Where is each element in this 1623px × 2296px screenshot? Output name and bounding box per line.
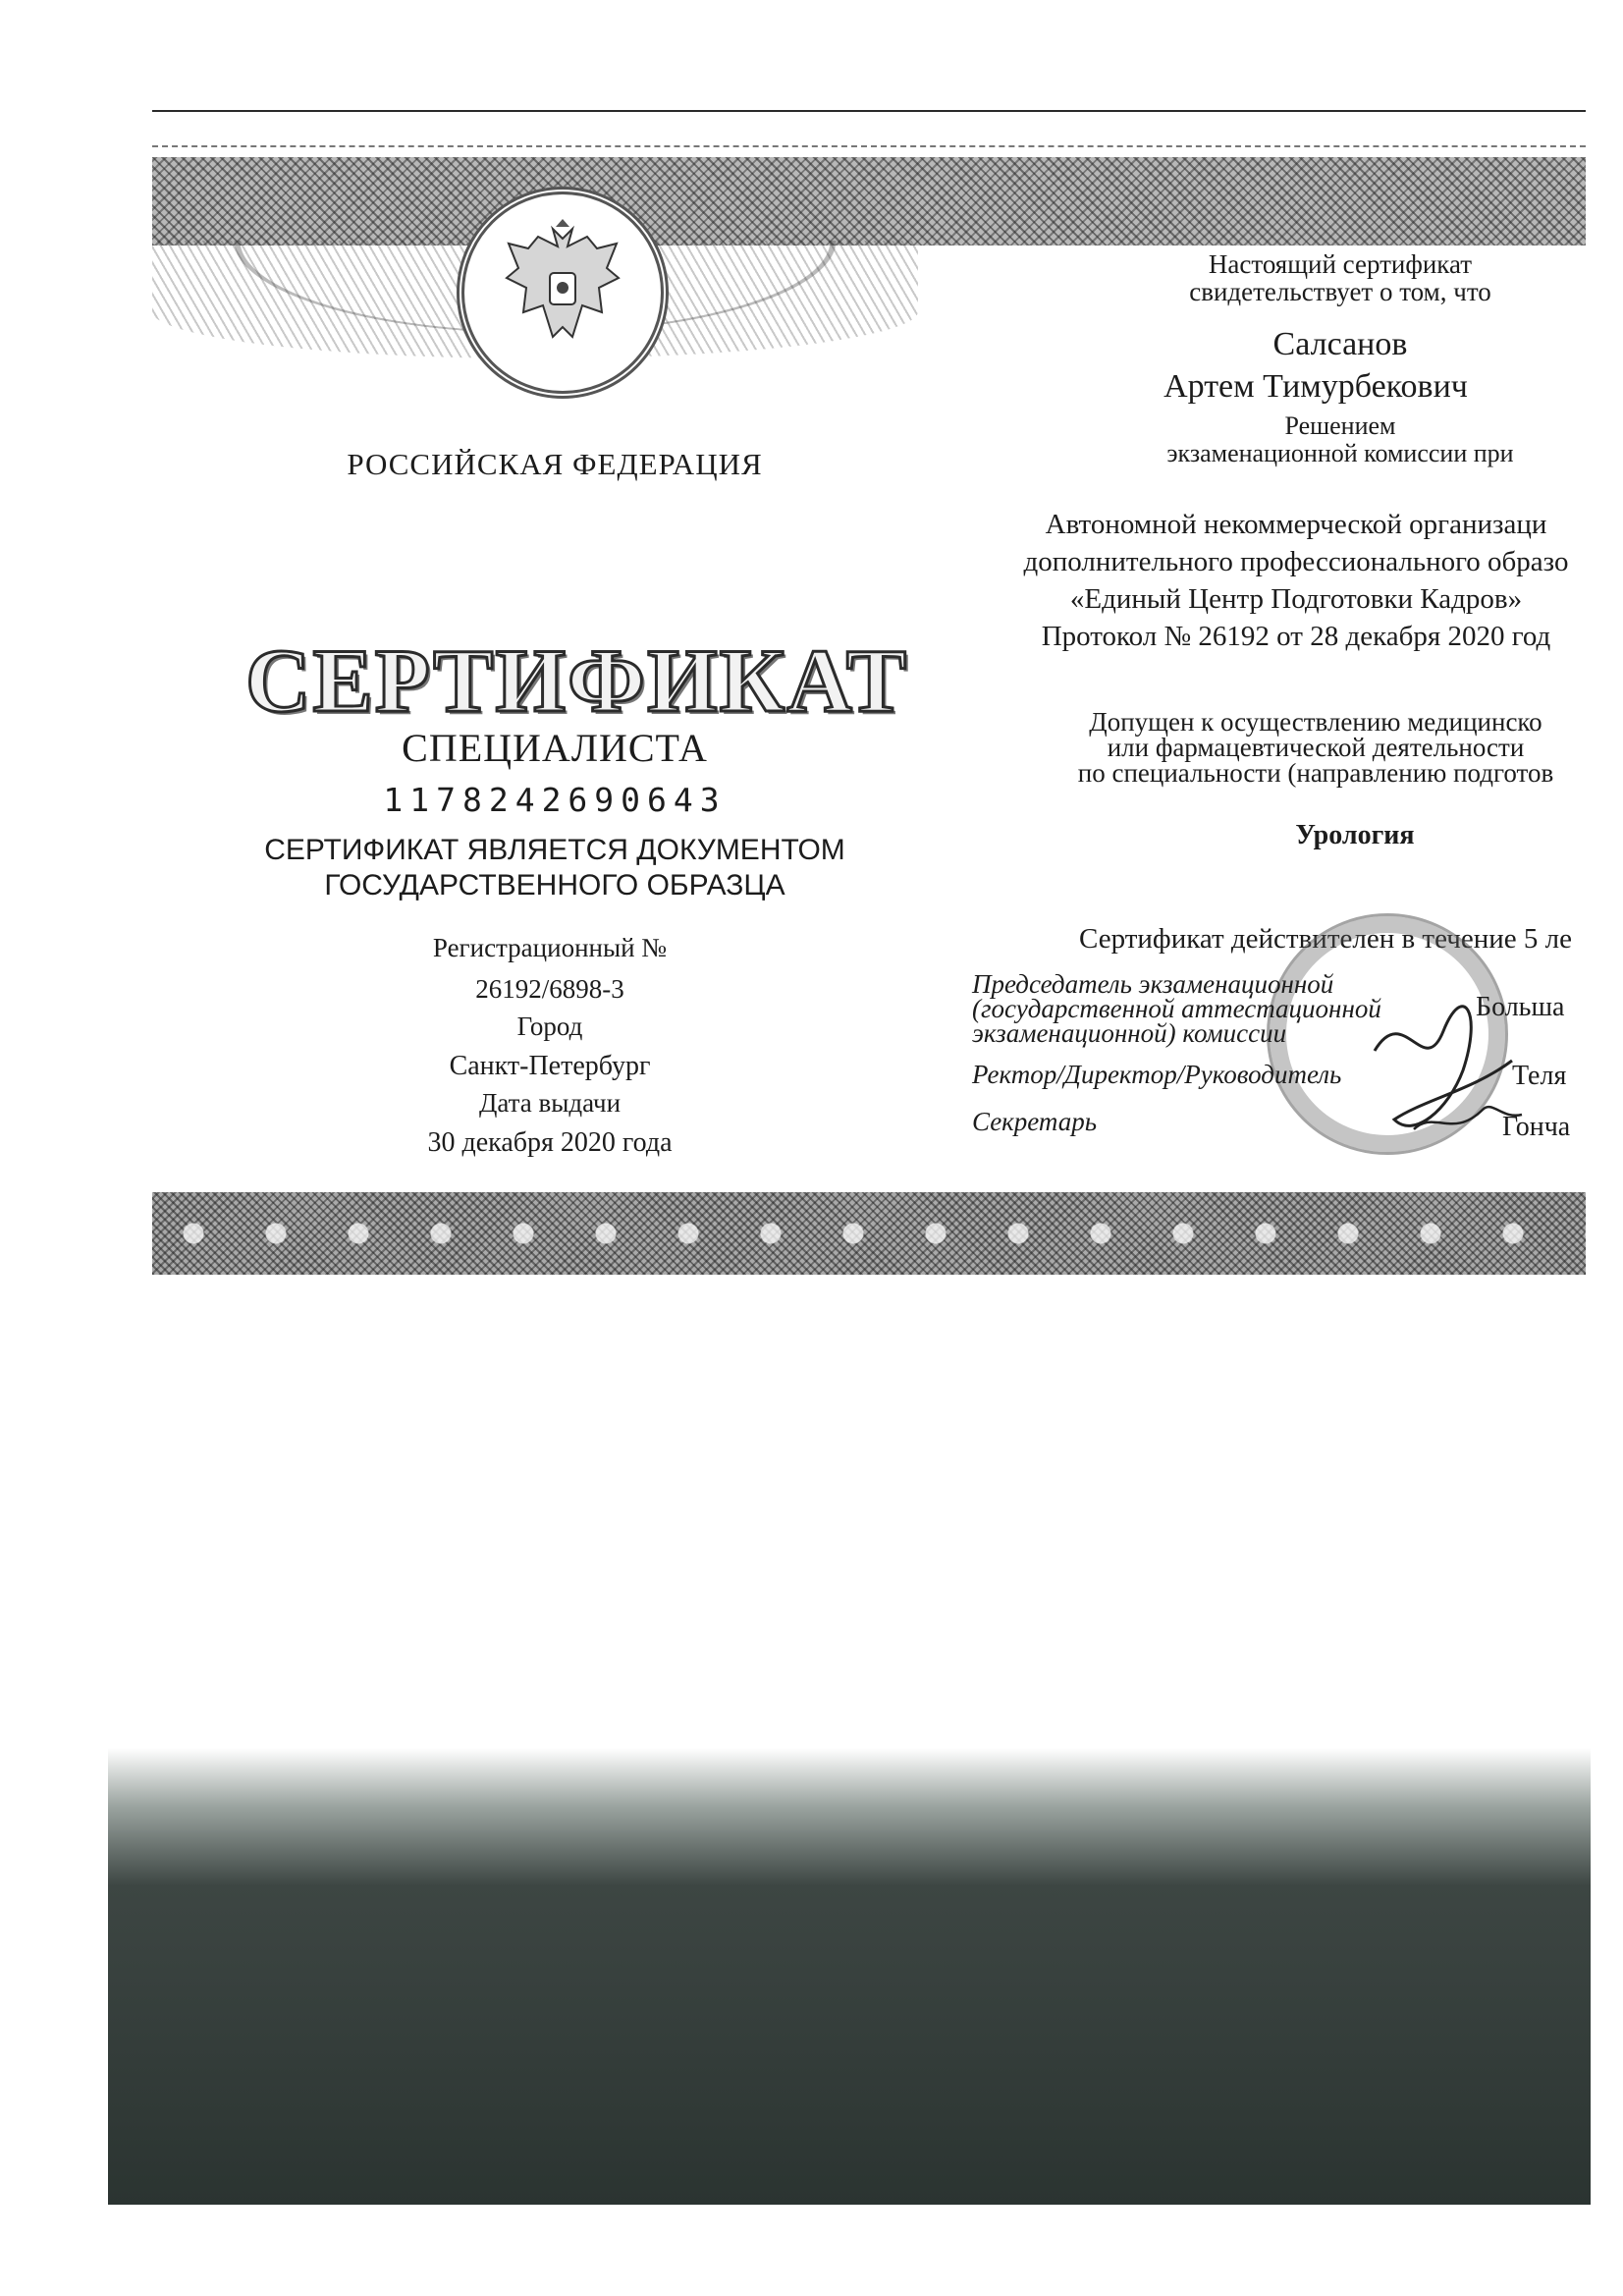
certificate-number: 1178242690643 xyxy=(383,781,727,819)
city-value: Санкт-Петербург xyxy=(449,1051,651,1081)
admission-text xyxy=(1021,709,1610,786)
decision-text xyxy=(1109,412,1571,467)
specialty-name: Урология xyxy=(1295,820,1415,850)
state-document-note xyxy=(226,833,884,903)
admission-line: по специальности (направлению подготов xyxy=(1077,758,1554,788)
state-doc-line: ГОСУДАРСТВЕННОГО ОБРАЗЦА xyxy=(324,869,785,902)
issue-date-value: 30 декабря 2020 года xyxy=(427,1127,673,1158)
certificate-title: СЕРТИФИКАТ xyxy=(245,630,909,731)
double-headed-eagle-icon xyxy=(499,219,626,366)
holder-given-names: Артем Тимурбекович xyxy=(1163,368,1468,405)
secretary-name: Гонча xyxy=(1502,1112,1571,1142)
intro-line: Настоящий сертификат xyxy=(1208,249,1473,279)
admission-line: Допущен к осуществлению медицинско xyxy=(1089,707,1542,737)
holder-surname: Салсанов xyxy=(1272,326,1408,362)
secretary-role: Секретарь xyxy=(972,1107,1098,1136)
organization-line: дополнительного профессионального образо xyxy=(1023,546,1569,577)
coat-of-arms-emblem xyxy=(457,187,669,399)
registration-number: 26192/6898-3 xyxy=(475,974,624,1004)
chair-role-line: Председатель экзаменационной xyxy=(972,969,1334,999)
protocol-line: Протокол № 26192 от 28 декабря 2020 год xyxy=(1041,621,1551,652)
organization-line: Автономной некоммерческой организаци xyxy=(1045,509,1547,540)
intro-text xyxy=(1109,250,1571,305)
rector-name: Теля xyxy=(1512,1061,1567,1091)
city-label: Город xyxy=(516,1011,583,1041)
country-heading: РОССИЙСКАЯ ФЕДЕРАЦИЯ xyxy=(347,447,763,481)
organization-name: «Единый Центр Подготовки Кадров» xyxy=(1069,583,1523,615)
chair-role-line: (государственной аттестационной xyxy=(972,994,1381,1023)
organization-block xyxy=(982,506,1610,655)
issue-date-label: Дата выдачи xyxy=(478,1088,622,1118)
registration-label: Регистрационный № xyxy=(432,933,668,962)
chair-name: Больша xyxy=(1476,992,1565,1022)
intro-line: свидетельствует о том, что xyxy=(1189,277,1491,306)
dashed-rule xyxy=(152,145,1586,147)
chair-role-line: экзаменационной) комиссии xyxy=(972,1018,1287,1048)
certificate-subtitle: СПЕЦИАЛИСТА xyxy=(402,726,708,770)
admission-line: или фармацевтической деятельности xyxy=(1107,733,1525,762)
validity-period: Сертификат действителен в течение 5 ле xyxy=(1079,923,1572,955)
ornamental-bottom-band xyxy=(152,1192,1586,1275)
decision-line: Решением xyxy=(1284,411,1396,440)
state-doc-line: СЕРТИФИКАТ ЯВЛЯЕТСЯ ДОКУМЕНТОМ xyxy=(264,834,845,866)
rector-role: Ректор/Директор/Руководитель xyxy=(972,1060,1342,1089)
decision-line: экзаменационной комиссии при xyxy=(1166,439,1514,467)
chair-signature-role xyxy=(972,969,1381,1048)
handwritten-signature xyxy=(1355,992,1532,1159)
top-rule xyxy=(152,110,1586,112)
ornamental-top-band xyxy=(152,157,1586,246)
scan-shadow-area xyxy=(108,1748,1591,2205)
